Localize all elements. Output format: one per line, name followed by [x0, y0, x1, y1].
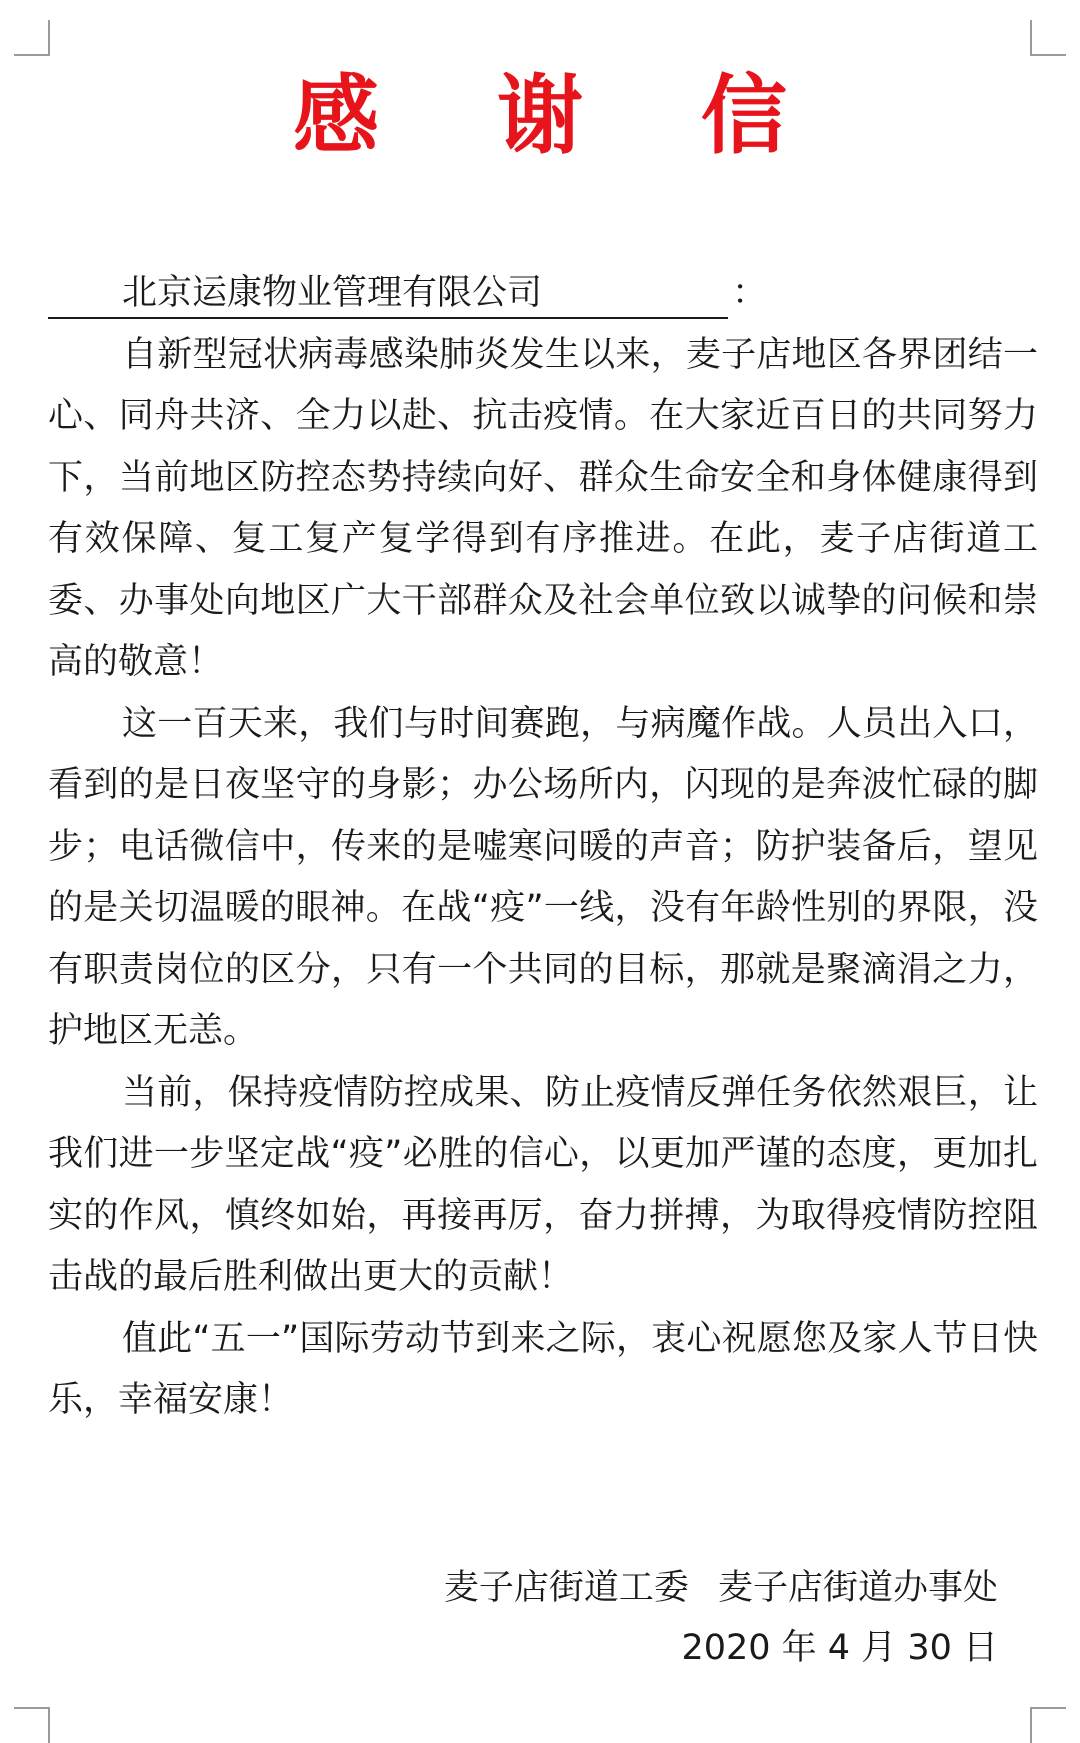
crop-mark-bottom-left — [14, 1707, 50, 1743]
crop-mark-top-right — [1030, 20, 1066, 56]
signature-orgs — [444, 1563, 998, 1613]
paragraph-2: 这一百天来，我们与时间赛跑，与病魔作战。人员出入口，看到的是日夜坚守的身影；办公场所内，闪现的是奔波忙碌的脚步；电话微信中，传来的是嘘寒问暖的声音；防护装备后，望见的是关切温暖的眼神。在战“疫”一线，没有年龄性别的界限，没有职责岗位的区分，只有一个共同的目标，那就是聚滴涓之力，护地区无恙。 — [48, 703, 1038, 1051]
paragraph-3: 当前，保持疫情防控成果、防止疫情反弹任务依然艰巨，让我们进一步坚定战“疫”必胜的信心，以更加严谨的态度，更加扎实的作风，慎终如始，再接再厉，奋力拼搏，为取得疫情防控阻击战的最后胜利做出更大的贡献！ — [48, 1072, 1038, 1297]
signature-block — [444, 1563, 998, 1673]
signature-date: 2020 年 4 月 30 日 — [681, 1628, 998, 1668]
paragraph-1: 自新型冠状病毒感染肺炎发生以来，麦子店地区各界团结一心、同舟共济、全力以赴、抗击疫情。在大家近百日的共同努力下，当前地区防控态势持续向好、群众生命安全和身体健康得到有效保障、复工复产复学得到有序推进。在此，麦子店街道工委、办事处向地区广大干部群众及社会单位致以诚挚的问候和崇高的敬意！ — [48, 334, 1038, 682]
letter-body — [48, 263, 1038, 1432]
letter-title: 感 谢 信 — [293, 66, 831, 166]
salutation — [48, 263, 1038, 325]
signature-org-office: 麦子店街道办事处 — [717, 1568, 998, 1608]
salutation-colon: ： — [732, 273, 768, 313]
paragraph-4: 值此“五一”国际劳动节到来之际，衷心祝愿您及家人节日快乐，幸福安康！ — [48, 1318, 1038, 1420]
crop-mark-top-left — [14, 20, 50, 56]
crop-mark-bottom-right — [1030, 1707, 1066, 1743]
recipient-name: 北京运康物业管理有限公司 — [48, 269, 728, 319]
signature-org-committee: 麦子店街道工委 — [443, 1568, 689, 1608]
